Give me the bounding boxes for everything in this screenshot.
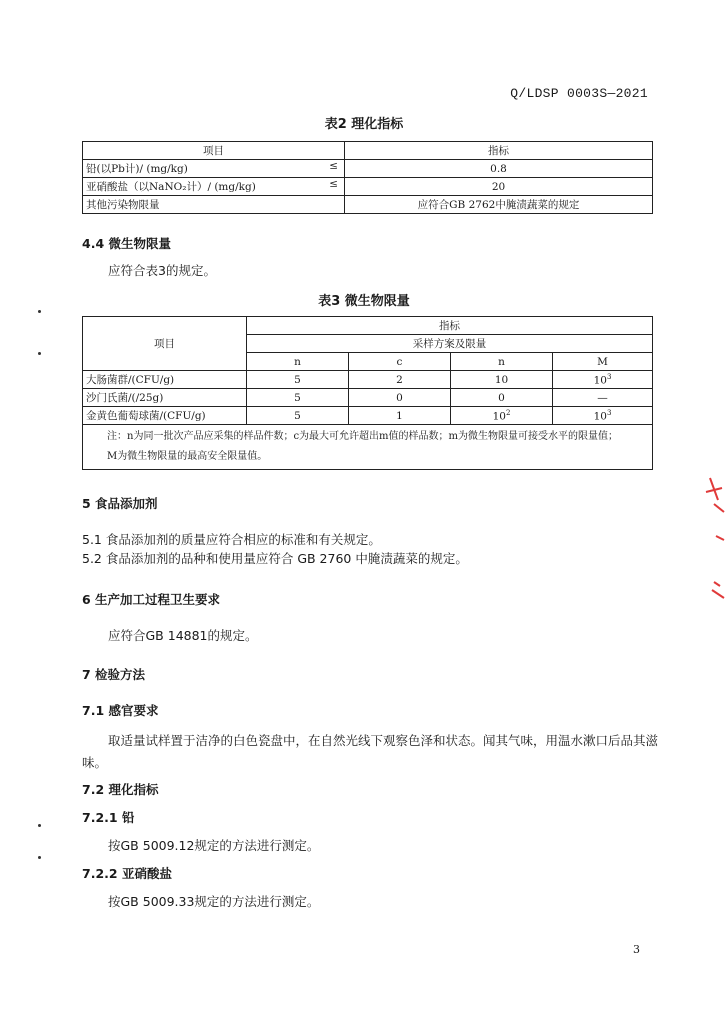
section-6-text: 应符合GB 14881的规定。 — [108, 628, 258, 643]
table3-cell-c: 2 — [349, 371, 451, 389]
table3-header-index: 指标 — [247, 317, 653, 335]
scan-speck — [38, 352, 41, 355]
table3-cell-n: 5 — [247, 371, 349, 389]
table3-note: 注：n为同一批次产品应采集的样品件数；c为最大可允许超出m值的样品数；m为微生物限量可接受水平的限量值； M为微生物限量的最高安全限量值。 — [83, 425, 653, 470]
section-6-heading: 6 生产加工过程卫生要求 — [82, 592, 221, 607]
section-5-heading: 5 食品添加剂 — [82, 496, 158, 511]
table2-item: 铅(以Pb计)/ (mg/kg) ≤ — [83, 160, 345, 178]
section-5-2: 5.2 食品添加剂的品种和使用量应符合 GB 2760 中腌渍蔬菜的规定。 — [82, 551, 468, 566]
table-row — [83, 160, 653, 178]
table3-cell-n: 5 — [247, 389, 349, 407]
section-7-heading: 7 检验方法 — [82, 667, 146, 682]
table3-cell-m: 10 — [451, 371, 553, 389]
table3-subheader-m: n — [451, 353, 553, 371]
scan-speck — [38, 856, 41, 859]
document-code: Q/LDSP 0003S—2021 — [510, 86, 648, 101]
table3-item: 金黄色葡萄球菌/(CFU/g) — [83, 407, 247, 425]
table3-item: 沙门氏菌/(/25g) — [83, 389, 247, 407]
table3-cell-m: $10^2$ — [451, 407, 553, 425]
section-7-2-1-heading: 7.2.1 铅 — [82, 810, 135, 825]
table2 — [82, 141, 653, 214]
table3-cell-n: 5 — [247, 407, 349, 425]
table3-cell-M: $10^3$ — [553, 407, 653, 425]
section-4-4-text: 应符合表3的规定。 — [108, 263, 216, 278]
table3-subheader-M: M — [553, 353, 653, 371]
table3-subheader-c: c — [349, 353, 451, 371]
page-number: 3 — [633, 943, 640, 956]
section-5-1: 5.1 食品添加剂的质量应符合相应的标准和有关规定。 — [82, 532, 381, 547]
table3-cell-c: 1 — [349, 407, 451, 425]
table3-caption: 表3 微生物限量 — [318, 294, 410, 309]
table3-cell-M: — — [553, 389, 653, 407]
seal-fragment-icon — [700, 470, 728, 610]
section-7-1-heading: 7.1 感官要求 — [82, 703, 159, 718]
table-row — [83, 407, 653, 425]
table3-header-plan: 采样方案及限量 — [247, 335, 653, 353]
table2-header-item: 项目 — [83, 142, 345, 160]
table3-item: 大肠菌群/(CFU/g) — [83, 371, 247, 389]
table2-caption: 表2 理化指标 — [324, 117, 404, 132]
section-7-2-2-heading: 7.2.2 亚硝酸盐 — [82, 866, 172, 881]
section-7-2-2-text: 按GB 5009.33规定的方法进行测定。 — [108, 894, 320, 909]
table3-subheader-n: n — [247, 353, 349, 371]
section-7-2-heading: 7.2 理化指标 — [82, 782, 159, 797]
scan-speck — [38, 310, 41, 313]
table3-header-item: 项目 — [83, 317, 247, 371]
table-row — [83, 196, 653, 214]
table-row — [83, 371, 653, 389]
table2-value: 应符合GB 2762中腌渍蔬菜的规定 — [345, 196, 653, 214]
section-7-2-1-text: 按GB 5009.12规定的方法进行测定。 — [108, 838, 320, 853]
table-row — [83, 178, 653, 196]
table3 — [82, 316, 653, 470]
table2-item: 亚硝酸盐（以NaNO₂计）/ (mg/kg) ≤ — [83, 178, 345, 196]
table2-item: 其他污染物限量 — [83, 196, 345, 214]
table2-header-index: 指标 — [345, 142, 653, 160]
table2-value: 0.8 — [345, 160, 653, 178]
scan-speck — [38, 824, 41, 827]
section-7-1-text: 取适量试样置于洁净的白色瓷盘中，在自然光线下观察色泽和状态。闻其气味，用温水漱口后品其滋味。 — [82, 733, 659, 770]
table2-value: 20 — [345, 178, 653, 196]
table3-cell-M: $10^3$ — [553, 371, 653, 389]
section-4-4-heading: 4.4 微生物限量 — [82, 236, 171, 251]
table3-cell-c: 0 — [349, 389, 451, 407]
table3-cell-m: 0 — [451, 389, 553, 407]
table-row — [83, 389, 653, 407]
